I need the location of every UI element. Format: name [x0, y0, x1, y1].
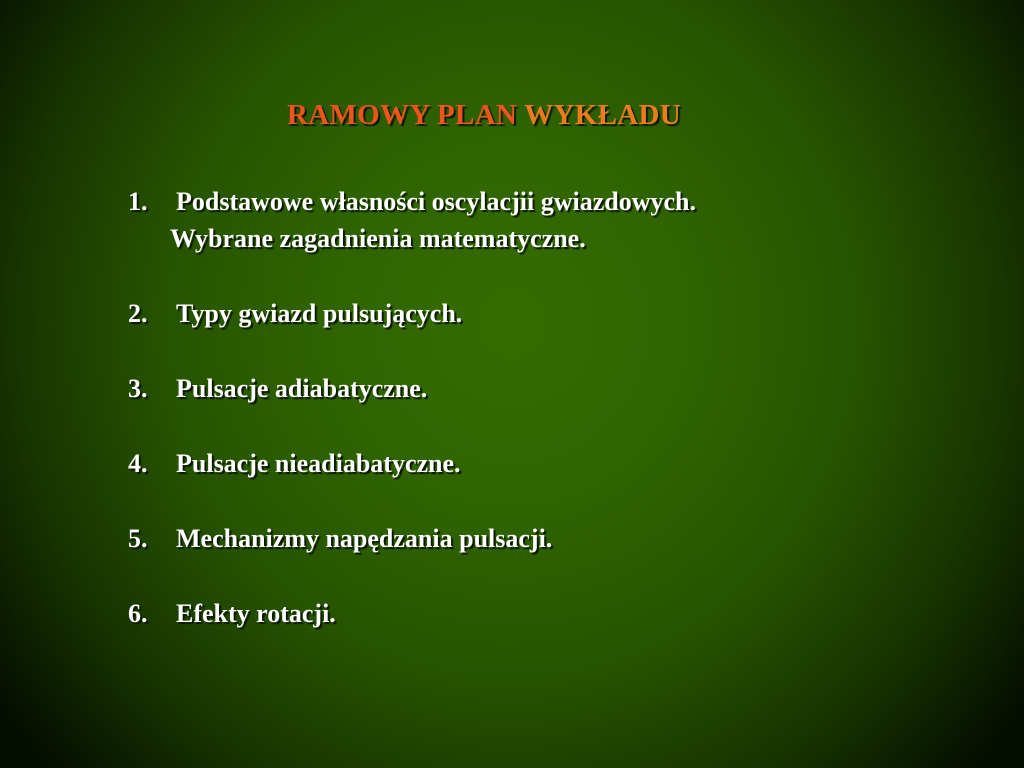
list-item — [128, 183, 696, 257]
item-number: 2. — [128, 299, 148, 328]
lecture-plan-list — [128, 183, 696, 670]
item-text-continued: Wybrane zagadnienia matematyczne. — [170, 224, 586, 253]
item-number: 4. — [128, 449, 148, 478]
slide-title-part2: WYKŁADU — [524, 99, 681, 131]
list-item — [128, 445, 696, 482]
item-text: Pulsacje nieadiabatyczne. — [176, 449, 461, 478]
list-item — [128, 295, 696, 332]
list-item — [128, 370, 696, 407]
item-number: 5. — [128, 524, 148, 553]
list-item — [128, 520, 696, 557]
item-text: Mechanizmy napędzania pulsacji. — [176, 524, 553, 553]
slide-title-part1: RAMOWY PLAN — [287, 99, 518, 131]
item-text: Efekty rotacji. — [176, 599, 336, 628]
item-text: Typy gwiazd pulsujących. — [176, 299, 463, 328]
item-number: 6. — [128, 599, 148, 628]
list-item — [128, 595, 696, 632]
item-number: 1. — [128, 187, 148, 216]
slide-title — [0, 99, 968, 132]
item-text: Podstawowe własności oscylacjii gwiazdowych. — [176, 187, 696, 216]
item-text: Pulsacje adiabatyczne. — [176, 374, 428, 403]
item-number: 3. — [128, 374, 148, 403]
